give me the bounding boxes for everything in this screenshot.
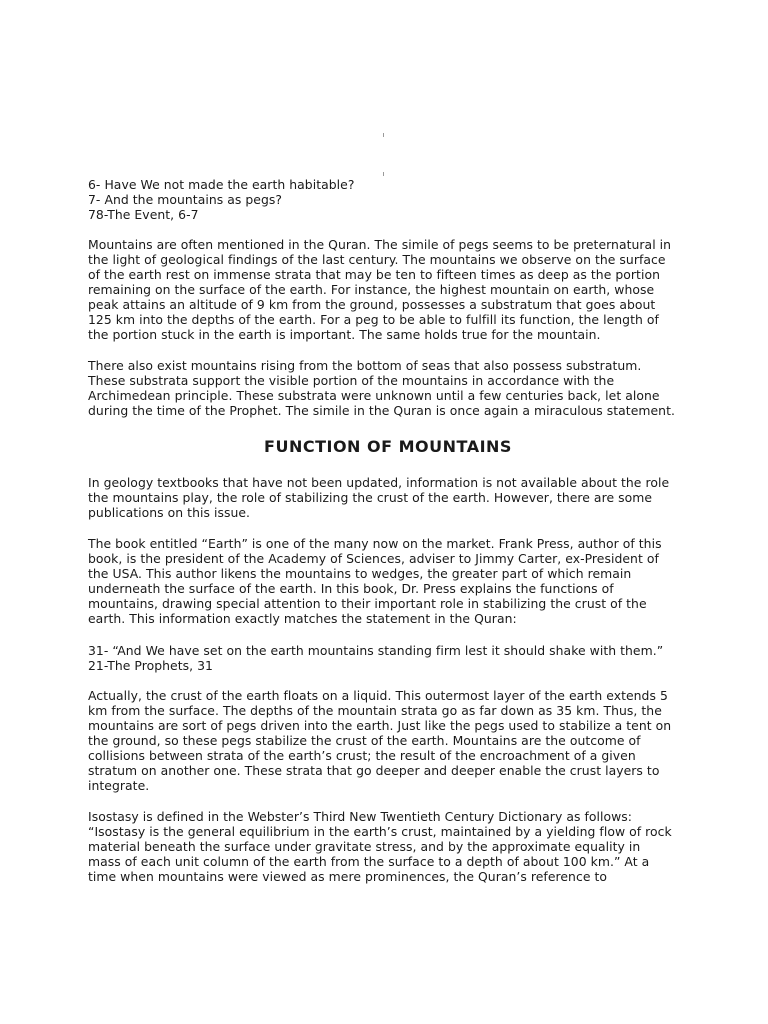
text-line: 31- “And We have set on the earth mountains standing firm lest it should shake with them.” [88, 643, 664, 658]
text-line: 78-The Event, 6-7 [88, 207, 199, 222]
text-line: km from the surface. The depths of the mountain strata go as far down as 35 km. Thus, the [88, 703, 662, 718]
text-line: 7- And the mountains as pegs? [88, 192, 283, 207]
verse-block-top [88, 177, 688, 222]
text-line: the ground, so these pegs stabilize the crust of the earth. Mountains are the outcome of [88, 733, 641, 748]
text-line: Actually, the crust of the earth floats on a liquid. This outermost layer of the earth extends 5 [88, 688, 668, 703]
text-line: material beneath the surface under gravitate stress, and by the approximate equality in [88, 839, 641, 854]
text-line: 21-The Prophets, 31 [88, 658, 213, 673]
text-line: 6- Have We not made the earth habitable? [88, 177, 355, 192]
text-line: Isostasy is defined in the Webster’s Third New Twentieth Century Dictionary as follows: [88, 809, 633, 824]
paragraph-crust [88, 688, 688, 793]
text-line: peak attains an altitude of 9 km from the ground, possesses a substratum that goes about [88, 297, 656, 312]
text-line: time when mountains were viewed as mere prominences, the Quran’s reference to [88, 869, 608, 884]
text-line: the mountains play, the role of stabilizing the crust of the earth. However, there are some [88, 490, 653, 505]
section-heading: FUNCTION OF MOUNTAINS [264, 437, 512, 456]
text-line: mountains, drawing special attention to their important role in stabilizing the crust of the [88, 596, 647, 611]
text-line: underneath the surface of the earth. In this book, Dr. Press explains the functions of [88, 581, 614, 596]
paragraph-isostasy [88, 809, 688, 884]
text-line: remaining on the surface of the earth. For instance, the highest mountain on earth, whose [88, 282, 655, 297]
text-line: publications on this issue. [88, 505, 251, 520]
text-line: stratum on another one. These strata that go deeper and deeper enable the crust layers to [88, 763, 660, 778]
text-line: Archimedean principle. These substrata were unknown until a few centuries back, let alone [88, 388, 660, 403]
paragraph-pegs [88, 237, 688, 342]
text-line: Mountains are often mentioned in the Quran. The simile of pegs seems to be preternatural in [88, 237, 672, 252]
text-line: during the time of the Prophet. The simile in the Quran is once again a miraculous statement. [88, 403, 675, 418]
text-line: These substrata support the visible portion of the mountains in accordance with the [88, 373, 615, 388]
scan-mark [383, 133, 384, 137]
text-line: 125 km into the depths of the earth. For a peg to be able to fulfill its function, the length of [88, 312, 659, 327]
text-line: earth. This information exactly matches the statement in the Quran: [88, 611, 517, 626]
text-line: mass of each unit column of the earth from the surface to a depth of about 100 km.” At a [88, 854, 650, 869]
text-line: the light of geological findings of the last century. The mountains we observe on the surface [88, 252, 666, 267]
paragraph-substrata [88, 358, 688, 418]
scan-mark [383, 172, 384, 176]
text-line: the portion stuck in the earth is important. The same holds true for the mountain. [88, 327, 601, 342]
text-line: the USA. This author likens the mountains to wedges, the greater part of which remain [88, 566, 632, 581]
text-line: In geology textbooks that have not been updated, information is not available about the role [88, 475, 670, 490]
paragraph-book-earth [88, 536, 688, 626]
text-line: There also exist mountains rising from the bottom of seas that also possess substratum. [88, 358, 642, 373]
text-line: integrate. [88, 778, 150, 793]
text-line: mountains are sort of pegs driven into the earth. Just like the pegs used to stabilize a tent on [88, 718, 672, 733]
text-line: “Isostasy is the general equilibrium in the earth’s crust, maintained by a yielding flow of rock [88, 824, 672, 839]
paragraph-geology-textbooks [88, 475, 688, 520]
text-line: The book entitled “Earth” is one of the many now on the market. Frank Press, author of this [88, 536, 662, 551]
text-line: book, is the president of the Academy of Sciences, adviser to Jimmy Carter, ex-President of [88, 551, 659, 566]
text-line: of the earth rest on immense strata that may be ten to fifteen times as deep as the portion [88, 267, 660, 282]
text-line: collisions between strata of the earth’s crust; the result of the encroachment of a given [88, 748, 636, 763]
verse-block-31 [88, 643, 688, 673]
